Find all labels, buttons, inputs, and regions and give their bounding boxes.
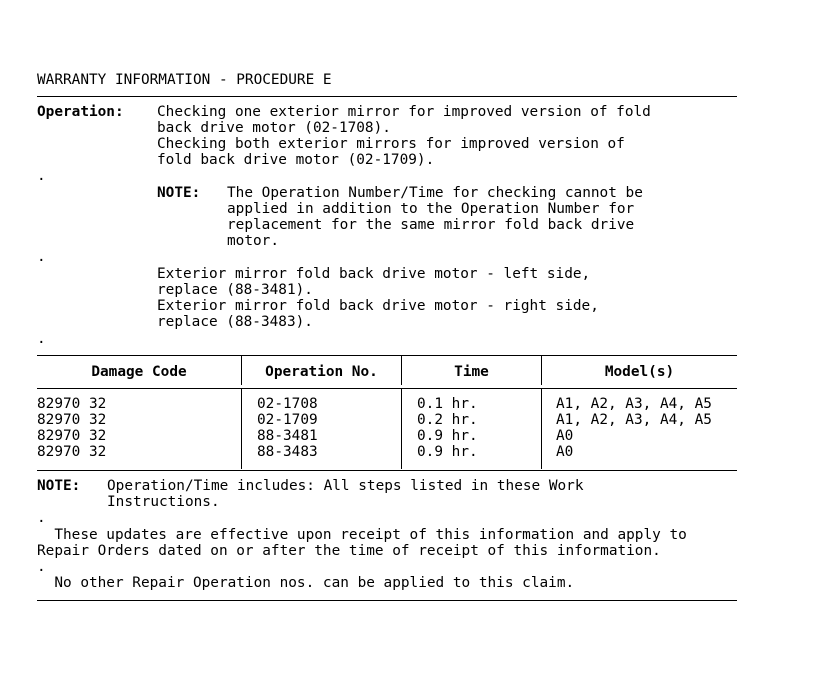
- operation-line: Checking one exterior mirror for improved version of fold: [157, 104, 651, 120]
- separator-dot: .: [37, 168, 46, 184]
- cell-damage-code: 82970 32: [37, 396, 107, 412]
- cell-time: 0.2 hr.: [417, 412, 478, 428]
- operation-line: Checking both exterior mirrors for improved version of: [157, 136, 625, 152]
- cell-time: 0.9 hr.: [417, 428, 478, 444]
- separator-dot: .: [37, 559, 46, 575]
- footer-note-line: Operation/Time includes: All steps listed in these Work: [107, 478, 584, 494]
- column-header-damage-code: Damage Code: [91, 364, 187, 380]
- cell-operation-no: 02-1709: [257, 412, 318, 428]
- updates-line: These updates are effective upon receipt of this information and apply to: [37, 527, 687, 543]
- cell-models: A0: [556, 428, 574, 444]
- note-line: The Operation Number/Time for checking cannot be: [227, 185, 643, 201]
- table-column-divider: [241, 389, 242, 469]
- cell-operation-no: 02-1708: [257, 396, 318, 412]
- note-label: NOTE:: [157, 185, 201, 201]
- cell-damage-code: 82970 32: [37, 444, 107, 460]
- table-header-border: [37, 388, 737, 389]
- table-column-divider: [541, 389, 542, 469]
- column-header-models: Model(s): [604, 364, 675, 380]
- note-line: applied in addition to the Operation Number for: [227, 201, 635, 217]
- document-title: WARRANTY INFORMATION - PROCEDURE E: [37, 72, 332, 88]
- cell-damage-code: 82970 32: [37, 428, 107, 444]
- table-bottom-border: [37, 470, 737, 471]
- title-divider: [37, 96, 737, 97]
- separator-dot: .: [37, 510, 46, 526]
- replace-line: Exterior mirror fold back drive motor - left side,: [157, 266, 591, 282]
- table-top-border: [37, 355, 737, 356]
- replace-line: replace (88-3481).: [157, 282, 313, 298]
- separator-dot: .: [37, 249, 46, 265]
- replace-line: Exterior mirror fold back drive motor - right side,: [157, 298, 599, 314]
- note-line: replacement for the same mirror fold back drive: [227, 217, 635, 233]
- cell-operation-no: 88-3481: [257, 428, 318, 444]
- note-line: motor.: [227, 233, 279, 249]
- operation-line: fold back drive motor (02-1709).: [157, 152, 435, 168]
- separator-dot: .: [37, 331, 46, 347]
- footer-note-line: Instructions.: [107, 494, 220, 510]
- updates-line: Repair Orders dated on or after the time of receipt of this information.: [37, 543, 661, 559]
- cell-operation-no: 88-3483: [257, 444, 318, 460]
- cell-models: A1, A2, A3, A4, A5: [556, 412, 712, 428]
- replace-line: replace (88-3483).: [157, 314, 313, 330]
- cell-models: A1, A2, A3, A4, A5: [556, 396, 712, 412]
- final-statement: No other Repair Operation nos. can be applied to this claim.: [37, 575, 575, 591]
- footer-note-label: NOTE:: [37, 478, 81, 494]
- table-column-divider: [401, 389, 402, 469]
- cell-models: A0: [556, 444, 574, 460]
- cell-damage-code: 82970 32: [37, 412, 107, 428]
- operation-label: Operation:: [37, 104, 124, 120]
- operation-line: back drive motor (02-1708).: [157, 120, 391, 136]
- column-header-operation-no: Operation No.: [265, 364, 378, 380]
- cell-time: 0.9 hr.: [417, 444, 478, 460]
- cell-time: 0.1 hr.: [417, 396, 478, 412]
- column-header-time: Time: [454, 364, 489, 380]
- footer-divider: [37, 600, 737, 601]
